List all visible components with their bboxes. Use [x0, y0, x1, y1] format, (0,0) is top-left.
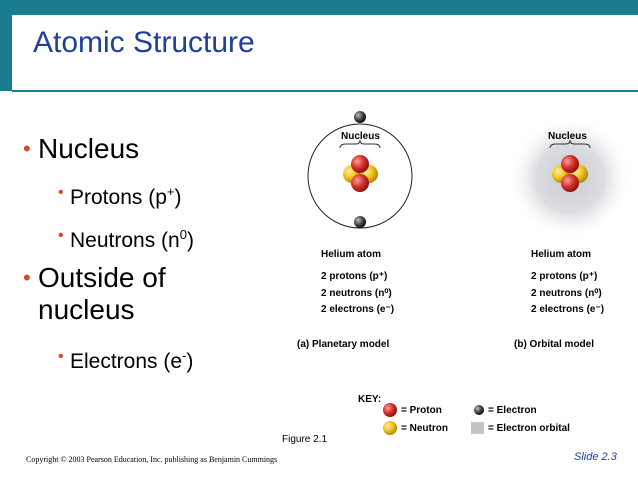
planetary-atom-label: Helium atom — [321, 249, 382, 260]
key-orbital-swatch — [471, 422, 484, 434]
key-proton-icon — [383, 403, 397, 417]
bullet-neutrons-sup: 0 — [179, 227, 187, 242]
top-accent-bar — [0, 0, 638, 15]
key-label: KEY: — [358, 394, 382, 405]
proton-icon — [561, 155, 579, 173]
key-proton-text: = Proton — [401, 405, 442, 416]
bullet-dot: • — [58, 227, 64, 244]
planetary-protons: 2 protons (p⁺) — [321, 271, 388, 282]
bullet-protons-tail: ) — [174, 186, 182, 209]
planetary-model-label: (a) Planetary model — [297, 339, 390, 350]
planetary-electrons: 2 electrons (e⁻) — [321, 304, 395, 315]
figure-caption: Figure 2.1 — [282, 434, 328, 445]
bullet-dot: • — [58, 184, 64, 201]
bullet-nucleus — [23, 133, 140, 165]
bullet-protons — [58, 180, 182, 210]
orbital-electrons: 2 electrons (e⁻) — [531, 304, 605, 315]
left-accent-bar — [0, 15, 12, 91]
bullet-outside-line1: Outside of — [38, 262, 166, 293]
key-orbital-text: = Electron orbital — [488, 423, 570, 434]
orbital-neutrons: 2 neutrons (n⁰) — [531, 288, 602, 299]
slide-title: Atomic Structure — [33, 26, 255, 59]
proton-icon — [351, 155, 369, 173]
electron-icon — [354, 216, 366, 228]
orbital-protons: 2 protons (p⁺) — [531, 271, 598, 282]
slide-number: Slide 2.3 — [574, 451, 617, 463]
bullet-electrons-tail: ) — [186, 350, 194, 373]
bullet-protons-text: Protons (p — [70, 186, 167, 209]
key-neutron-text: = Neutron — [401, 423, 448, 434]
bullet-outside-line2: nucleus — [38, 294, 135, 325]
bullet-neutrons-tail: ) — [186, 229, 194, 252]
bullet-dot: • — [23, 136, 31, 161]
title-divider — [12, 90, 638, 92]
orbital-model-label: (b) Orbital model — [514, 339, 594, 350]
bullet-dot: • — [58, 348, 64, 365]
bullet-neutrons — [58, 223, 194, 253]
bullet-neutrons-text: Neutrons (n — [70, 229, 180, 252]
bullet-protons-sup: + — [166, 184, 175, 199]
electron-icon — [354, 111, 366, 123]
copyright-text: Copyright © 2003 Pearson Education, Inc. publishing as Benjamin Cummings — [26, 455, 278, 464]
key-neutron-icon — [383, 421, 397, 435]
bullet-outside — [23, 262, 166, 326]
bullet-electrons-text: Electrons (e — [70, 350, 183, 373]
nucleus-label-orbital: Nucleus — [548, 131, 587, 142]
bullet-nucleus-text: Nucleus — [38, 133, 140, 164]
key-electron-icon — [474, 405, 484, 415]
bullet-electrons-sup: - — [182, 348, 187, 363]
proton-icon — [351, 174, 369, 192]
bullet-electrons — [58, 344, 194, 374]
planetary-neutrons: 2 neutrons (n⁰) — [321, 288, 392, 299]
bullet-dot: • — [23, 265, 31, 290]
key-electron-text: = Electron — [488, 405, 537, 416]
orbital-atom-label: Helium atom — [531, 249, 592, 260]
proton-icon — [561, 174, 579, 192]
nucleus-label-planetary: Nucleus — [341, 131, 380, 142]
